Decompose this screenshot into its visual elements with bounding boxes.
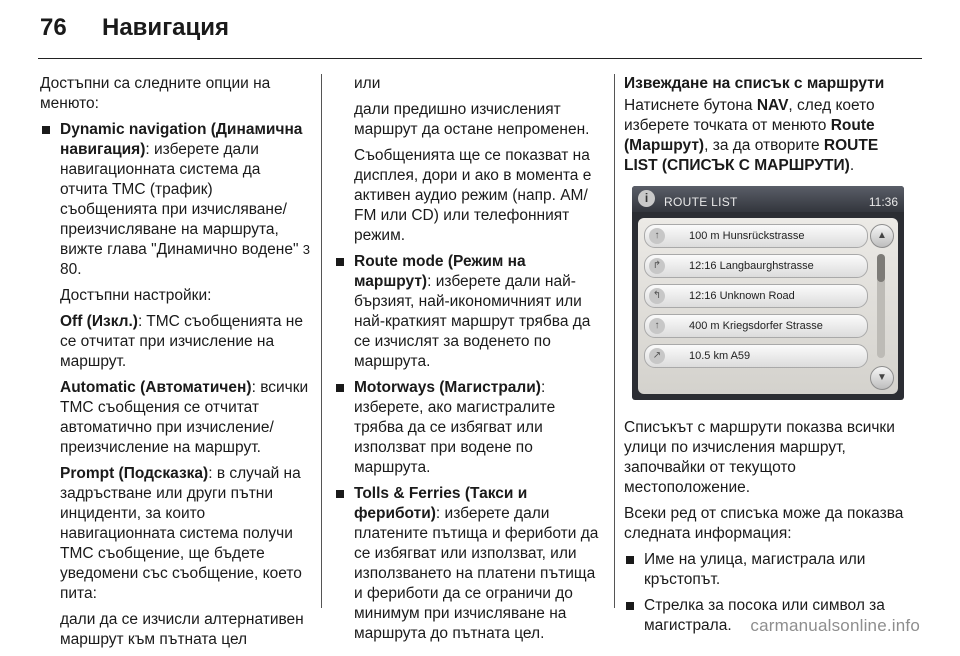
bullet-square-icon (336, 258, 344, 266)
motorway-icon: ↗ (649, 348, 665, 364)
setting-description: : всички TMC съобщения се отчитат автоматично при изчисление/ преизчисление на маршрут. (60, 379, 309, 456)
bullet-square-icon (42, 126, 50, 134)
setting-name: Prompt (Подсказка) (60, 465, 209, 482)
screen-clock: 11:36 (868, 195, 898, 209)
paragraph: Всеки ред от списъка може да показва следната информация: (624, 505, 904, 542)
page-title: Навигация (102, 14, 230, 41)
screen-title: ROUTE LIST (664, 195, 738, 209)
paragraph: или (354, 75, 381, 92)
bullet-square-icon (626, 602, 634, 610)
column-3 (624, 74, 914, 642)
turn-left-icon: ↰ (649, 288, 665, 304)
setting-name: Automatic (Автоматичен) (60, 379, 252, 396)
instruction-text: Натиснете бутона NAV, след което изберете точката от менюто Route (Маршрут), за да отворите ROUTE LIST (СПИСЪК С МАРШРУТИ). (624, 97, 879, 174)
turn-right-icon: ↱ (649, 258, 665, 274)
route-list (638, 218, 898, 394)
column-2 (334, 74, 606, 650)
route-list-row[interactable]: ↰ 12:16 Unknown Road (644, 284, 868, 308)
prompt-option-text: дали да се изчисли алтернативен маршрут към пътната цел (60, 611, 304, 648)
setting-description: : TMC съобщенията не се отчитат при изчисление на маршрут. (60, 313, 303, 370)
option-name: Tolls & Ferries (Такси и фериботи) (354, 485, 528, 522)
option-description: : изберете, ако магистралите трябва да се избягват или използват при водене по маршрута. (354, 379, 556, 476)
route-list-row[interactable]: ↱ 12:16 Langbaurghstrasse (644, 254, 868, 278)
setting-description: : в случай на задръстване или други пътни инциденти, за които навигационната система получи TMC съобщение, ще бъдете уведомени със съобщение, което пита: (60, 465, 302, 602)
paragraph: Съобщенията ще се показват на дисплея, дори и ако в момента е активен аудио режим (напр. AM/ FM или CD) или телефонният режим. (354, 147, 592, 244)
option-description: : изберете дали платените пътища и фериботи да се избягват или използват, или използването на платени пътища и фериботи да се ограничи до минимум при изчисляване на маршрута до пътната цел. (354, 505, 599, 642)
page-header (40, 14, 229, 42)
bullet-dynamic-navigation (40, 120, 312, 280)
option-description: : изберете дали най-бързият, най-икономичният или най-краткият маршрут трябва да се изчислят за воденето по маршрута. (354, 273, 591, 370)
settings-label: Достъпни настройки: (60, 287, 212, 304)
bullet-route-mode (334, 252, 606, 372)
scroll-down-icon[interactable]: ▼ (870, 366, 894, 390)
scroll-track[interactable] (877, 254, 885, 358)
setting-automatic (60, 378, 312, 458)
list-item: Стрелка за посока или символ за магистрала. (624, 596, 914, 636)
setting-prompt (60, 464, 312, 604)
option-description: : изберете дали навигационната система да отчита TMC (трафик) съобщенията при изчисляване/ преизчисляване на маршрута, вижте глава "Динамично водене" (60, 141, 299, 258)
route-menu-ref: Route (Маршрут) (624, 117, 875, 154)
page-number: 76 (40, 14, 67, 41)
setting-off (60, 312, 312, 372)
setting-name: Off (Изкл.) (60, 313, 138, 330)
header-rule (38, 58, 922, 59)
reference-arrow-icon: 3 (302, 242, 311, 257)
bullet-square-icon (336, 384, 344, 392)
bullet-tolls-ferries (334, 484, 606, 644)
screen-title-bar (632, 186, 904, 212)
route-list-row[interactable]: ↑ 100 m Hunsrückstrasse (644, 224, 868, 248)
direction-arrow-icon: ↑ (649, 318, 665, 334)
option-name: Motorways (Магистрали) (354, 379, 541, 396)
info-icon[interactable]: i (638, 190, 655, 207)
bullet-square-icon (336, 490, 344, 498)
scroll-thumb[interactable] (877, 254, 885, 282)
section-heading: Извеждане на списък с маршрути (624, 75, 885, 92)
option-name: Dynamic navigation (Динамична навигация) (60, 121, 303, 158)
page-reference[interactable]: 80. (60, 261, 82, 278)
intro-text: Достъпни са следните опции на менюто: (40, 75, 271, 112)
bullet-square-icon (626, 556, 634, 564)
watermark: carmanualsonline.info (750, 616, 920, 635)
route-list-screen (632, 186, 904, 400)
column-divider (614, 74, 615, 608)
route-list-ref: ROUTE LIST (СПИСЪК С МАРШРУТИ) (624, 137, 879, 174)
direction-arrow-icon: ↑ (649, 228, 665, 244)
option-name: Route mode (Режим на маршрут) (354, 253, 526, 290)
route-list-row[interactable]: ↗ 10.5 km A59 (644, 344, 868, 368)
scroll-up-icon[interactable]: ▲ (870, 224, 894, 248)
list-item: Име на улица, магистрала или кръстопът. (624, 550, 914, 590)
nav-button-ref: NAV (756, 97, 789, 114)
bullet-motorways (334, 378, 606, 478)
scrollbar[interactable] (870, 224, 892, 388)
route-list-row[interactable]: ↑ 400 m Kriegsdorfer Strasse (644, 314, 868, 338)
paragraph: Списъкът с маршрути показва всички улици по изчисления маршрут, започвайки от текущото местоположение. (624, 419, 895, 496)
paragraph: дали предишно изчисленият маршрут да остане непроменен. (354, 101, 590, 138)
column-1 (40, 74, 312, 656)
